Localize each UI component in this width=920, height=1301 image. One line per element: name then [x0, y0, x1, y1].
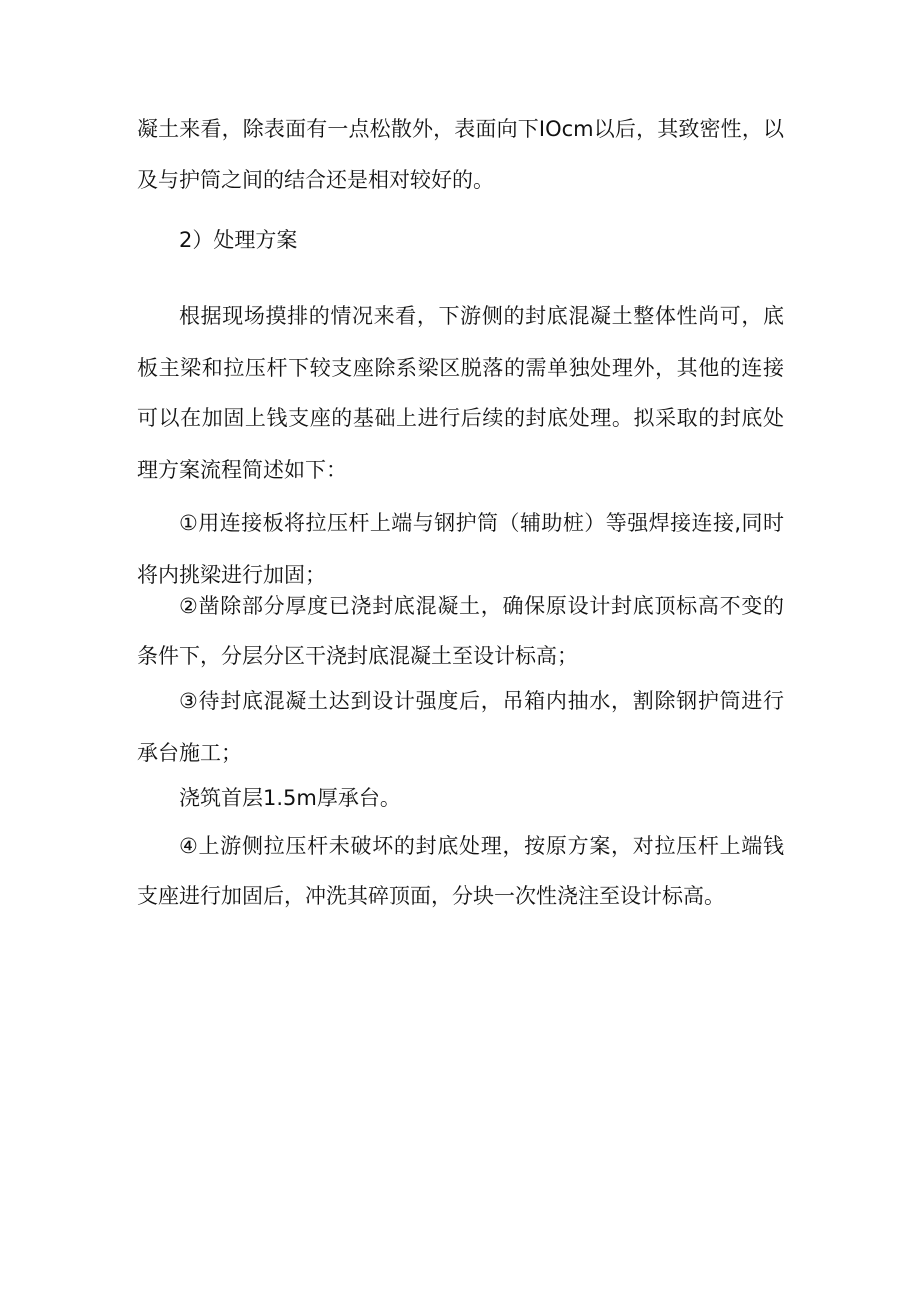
text-line: 浇筑首层1.5m厚承台。 — [179, 786, 401, 810]
text-line: 承台施工； — [137, 741, 242, 765]
text-line: ①用连接板将拉压杆上端与钢护筒（辅助桩）等强焊接连接,同时 — [179, 511, 784, 535]
text-line: ④上游侧拉压杆未破坏的封底处理，按原方案，对拉压杆上端钱 — [179, 834, 784, 858]
text-line: ③待封底混凝土达到设计强度后，吊箱内抽水，割除钢护筒进行 — [179, 689, 784, 713]
text-line: 将内挑梁进行加固； — [137, 563, 326, 587]
text-line: 支座进行加固后，冲洗其碎顶面，分块一次性浇注至设计标高。 — [137, 884, 725, 908]
section-heading: 2）处理方案 — [179, 228, 298, 252]
text-line: ②凿除部分厚度已浇封底混凝土，确保原设计封底顶标高不变的 — [179, 594, 784, 618]
text-line: 可以在加固上钱支座的基础上进行后续的封底处理。拟采取的封底处 — [137, 406, 784, 430]
text-line: 条件下，分层分区干浇封底混凝土至设计标高； — [137, 644, 578, 668]
text-line: 根据现场摸排的情况来看，下游侧的封底混凝土整体性尚可，底 — [179, 304, 784, 328]
text-line: 凝土来看，除表面有一点松散外，表面向下IOcm以后，其致密性，以 — [137, 117, 784, 141]
text-line: 板主梁和拉压杆下较支座除系梁区脱落的需单独处理外，其他的连接 — [137, 356, 784, 380]
text-line: 理方案流程简述如下： — [137, 458, 347, 482]
text-line: 及与护筒之间的结合还是相对较好的。 — [137, 168, 494, 192]
